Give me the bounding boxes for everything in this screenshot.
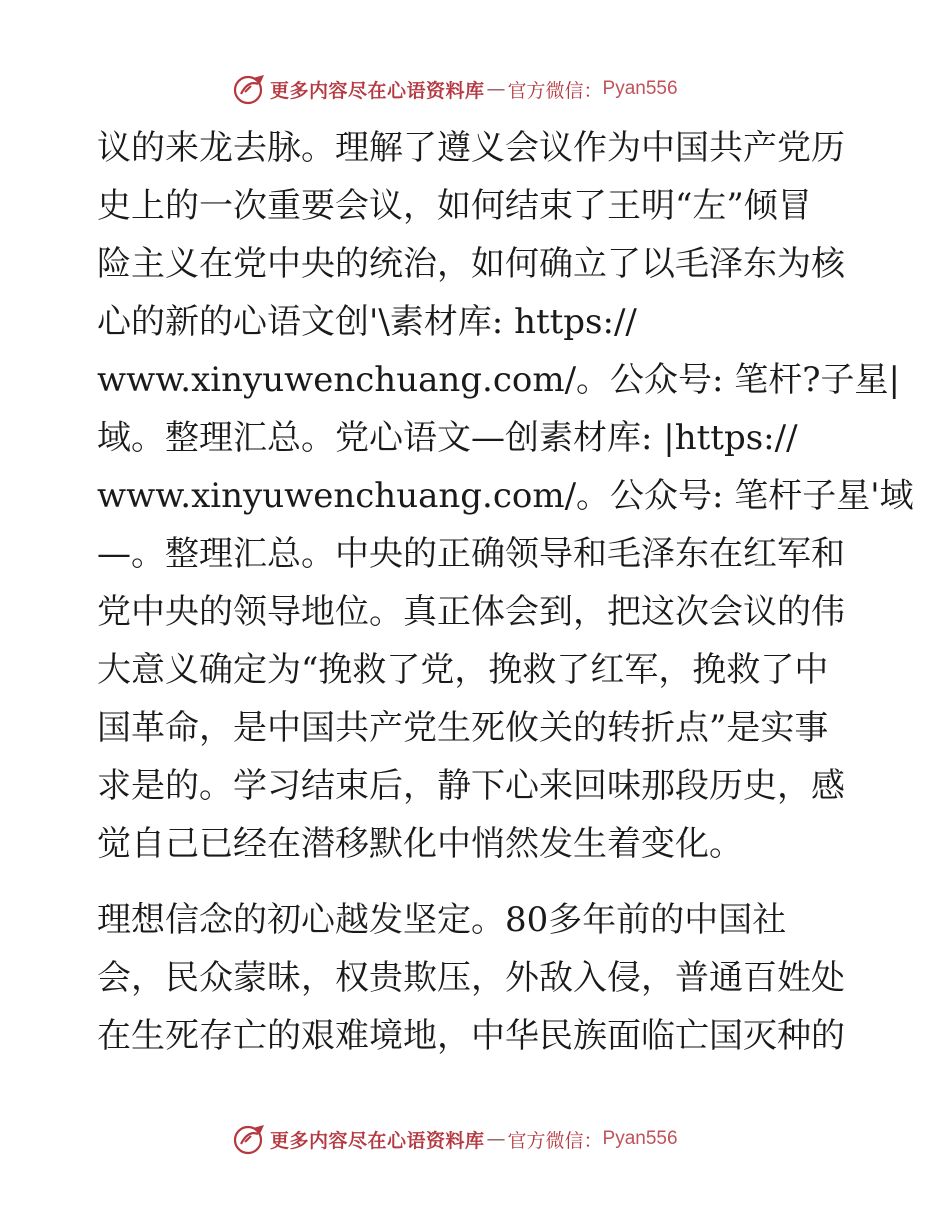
banner-wechat-id: Pyan556 <box>602 1128 678 1149</box>
brand-logo-icon <box>233 1122 267 1156</box>
paragraph-1-line: 觉自己已经在潜移默化中悄然发生着变化。 <box>97 824 743 864</box>
header-banner <box>0 72 950 106</box>
banner-separator: — <box>486 78 506 100</box>
banner-title: 更多内容尽在心语资料库 <box>270 79 485 102</box>
paragraph-1-line: www.xinyuwenchuang.com/。公众号: 笔杆子星'域 <box>97 476 914 516</box>
paragraph-1-line: 议的来龙去脉。理解了遵义会议作为中国共产党历 <box>97 128 845 168</box>
paragraph-1-line: 大意义确定为“挽救了党，挽救了红军，挽救了中 <box>97 650 829 690</box>
paragraph-1-line: www.xinyuwenchuang.com/。公众号: 笔杆?子星| <box>97 360 900 400</box>
paragraph-1-line: 险主义在党中央的统治，如何确立了以毛泽东为核 <box>97 244 845 284</box>
paragraph-1-line: 心的新的心语文创'\素材库: https:// <box>97 302 637 342</box>
banner-wechat-label: 官方微信： <box>507 79 603 102</box>
paragraph-2-line: 会，民众蒙昧，权贵欺压，外敌入侵，普通百姓处 <box>97 958 845 998</box>
banner-wechat-id: Pyan556 <box>602 78 678 99</box>
banner-wechat-label: 官方微信： <box>507 1129 603 1152</box>
footer-banner <box>0 1122 950 1156</box>
banner-title: 更多内容尽在心语资料库 <box>270 1129 485 1152</box>
banner-separator: — <box>486 1128 506 1150</box>
paragraph-1-line: 域。整理汇总。党心语文—创素材库: |https:// <box>97 418 798 458</box>
paragraph-1-line: 求是的。学习结束后，静下心来回味那段历史，感 <box>97 766 845 806</box>
paragraph-2-line: 在生死存亡的艰难境地，中华民族面临亡国灭种的 <box>97 1016 845 1056</box>
paragraph-2-line: 理想信念的初心越发坚定。80多年前的中国社 <box>97 900 787 940</box>
brand-logo-icon <box>233 72 267 106</box>
paragraph-1-line: —。整理汇总。中央的正确领导和毛泽东在红军和 <box>97 534 845 574</box>
paragraph-1-line: 国革命，是中国共产党生死攸关的转折点”是实事 <box>97 708 829 748</box>
paragraph-1-line: 党中央的领导地位。真正体会到，把这次会议的伟 <box>97 592 845 632</box>
paragraph-1-line: 史上的一次重要会议，如何结束了王明“左”倾冒 <box>97 186 812 226</box>
